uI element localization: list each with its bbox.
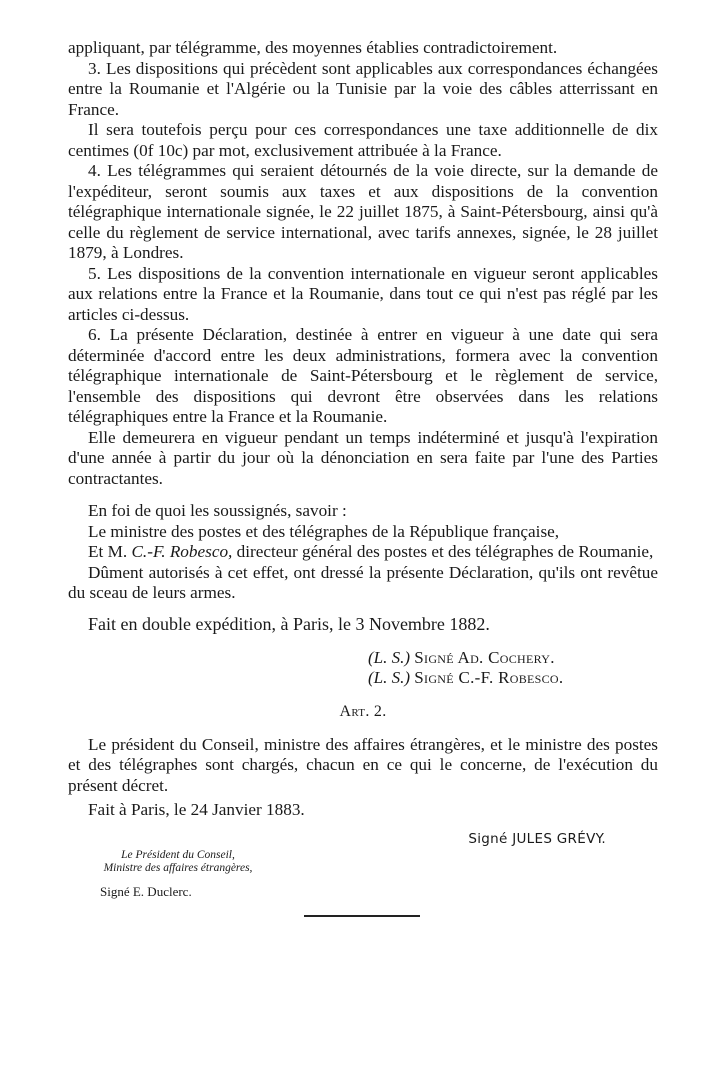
article-heading: Art. 2. [339, 703, 387, 720]
decree-signatures [68, 827, 658, 917]
paragraph-duration: Elle demeurera en vigueur pendant un temps indéterminé et jusqu'à l'expiration d'une année à partir du jour où la dénonciation en sera faite par l'une des Parties contractantes. [68, 427, 658, 488]
paragraph-authorized: Dûment autorisés à cet effet, ont dressé la présente Déclaration, qu'ils ont revêtue du sceau de leurs armes. [68, 562, 658, 602]
paragraph-surtax: Il sera toutefois perçu pour ces correspondances une taxe additionnelle de dix centimes (0f 10c) par mot, exclusivement attribuée à la France. [68, 120, 658, 160]
robesco-suffix: directeur général des postes et des télégraphes de Roumanie, [232, 542, 654, 561]
seal-mark: (L. S.) [368, 668, 411, 687]
minister-role-line-1: Le Président du Conseil, [121, 848, 235, 861]
minister-signature: Signé E. Duclerc. [100, 883, 192, 899]
signature-line-cochery [368, 648, 658, 668]
paragraph-continuation: appliquant, par télégramme, des moyennes établies contradictoirement. [68, 38, 558, 57]
paragraph-romanian-director [68, 542, 658, 563]
closing-rule [304, 915, 420, 917]
decree-date: Fait à Paris, le 24 Janvier 1883. [88, 800, 305, 819]
paragraph-en-foi: En foi de quoi les soussignés, savoir : [88, 501, 347, 520]
robesco-prefix: Et M. [88, 542, 132, 561]
declaration-date: Fait en double expédition, à Paris, le 3 Novembre 1882. [88, 613, 490, 634]
signature-cochery: Signé Ad. Cochery. [414, 648, 555, 667]
minister-role-line-2: Ministre des affaires étrangères, [103, 861, 253, 874]
paragraph-article-6: 6. La présente Déclaration, destinée à entrer en vigueur à une date qui sera déterminée d'accord entre les deux administrations, formera avec la convention télégraphique internationale de Saint-Pétersbourg et le règlement de service, l'ensemble des dispositions qui devront être observées dans les relations télégraphiques entre la France et la Roumanie. [68, 325, 658, 426]
paragraph-article-4: 4. Les télégrammes qui seraient détournés de la voie directe, sur la demande de l'expéditeur, seront soumis aux taxes et aux dispositions de la convention télégraphique internationale signée, le 22 juillet 1875, à Saint-Pétersbourg, ainsi qu'à celle du règlement de service international, avec tarifs annexes, signée, le 28 juillet 1879, à Londres. [68, 161, 658, 262]
paragraph-article-5: 5. Les dispositions de la convention internationale en vigueur seront applicables aux relations entre la France et la Roumanie, dans tout ce qui n'est pas réglé par les articles ci-dessus. [68, 263, 658, 324]
signature-robesco: Signé C.-F. Robesco. [414, 668, 564, 687]
robesco-name: C.-F. Robesco, [131, 542, 233, 561]
article-2-body: Le président du Conseil, ministre des affaires étrangères, et le ministre des postes et des télégraphes sont chargés, chacun en ce qui le concerne, de l'exécution du présent décret. [68, 734, 658, 795]
paragraph-french-minister: Le ministre des postes et des télégraphes de la République française, [88, 521, 560, 541]
declaration-signatures [68, 648, 658, 688]
seal-mark: (L. S.) [368, 648, 411, 667]
signature-line-robesco [368, 668, 658, 688]
paragraph-article-3: 3. Les dispositions qui précèdent sont applicables aux correspondances échangées entre la Roumanie et l'Algérie ou la Tunisie par la voie des câbles atterrissant en France. [68, 58, 658, 119]
minister-signature-block [78, 849, 278, 898]
president-signature: Signé JULES GRÉVY. [468, 830, 606, 847]
document-page [68, 38, 658, 917]
